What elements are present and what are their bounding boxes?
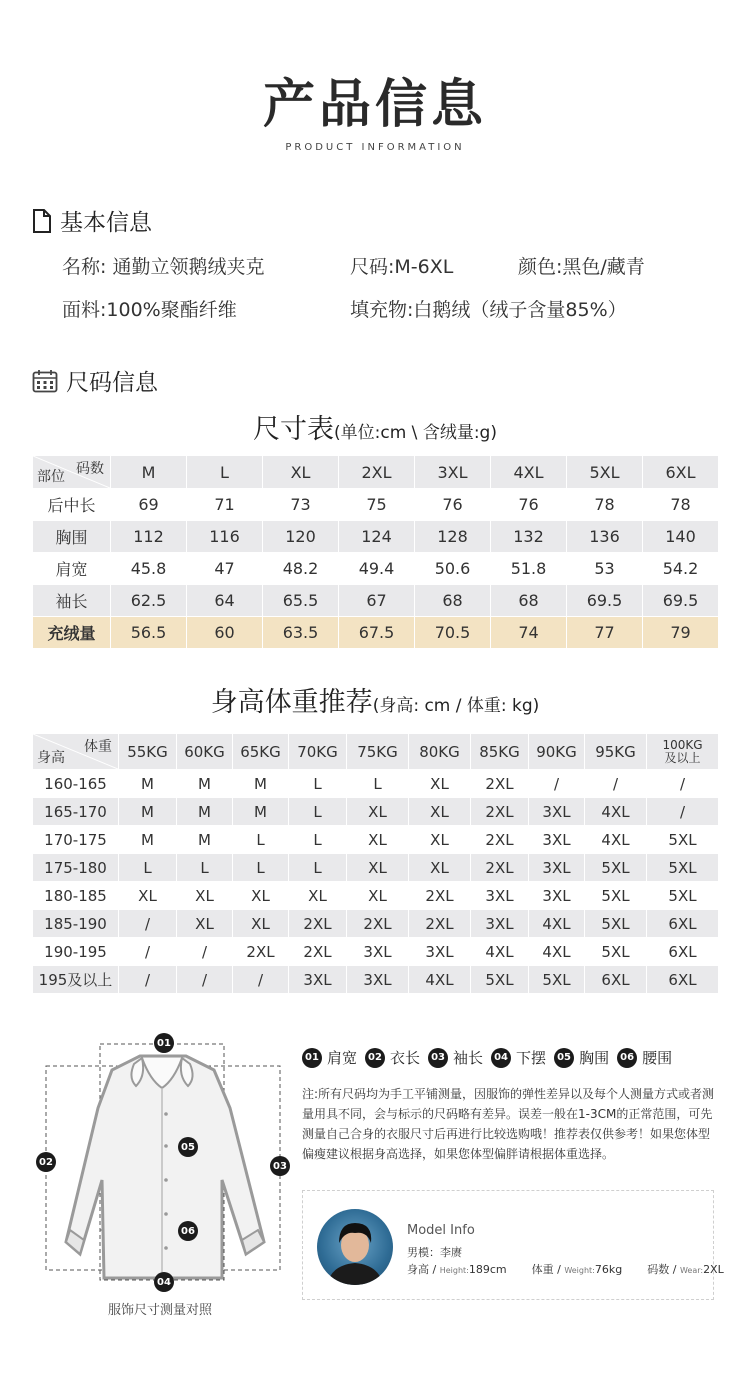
product-color: 颜色:黑色/藏青 bbox=[518, 256, 645, 278]
recommend-table-row bbox=[33, 938, 719, 966]
recommend-corner-top: 体重 bbox=[84, 739, 112, 755]
size-table-cell: 49.4 bbox=[339, 553, 415, 585]
marker-01: 01 bbox=[154, 1033, 174, 1053]
weight-column-header: 75KG bbox=[347, 734, 409, 770]
size-table-cell: 47 bbox=[187, 553, 263, 585]
size-column-header: 6XL bbox=[643, 456, 719, 489]
size-table-row bbox=[33, 521, 719, 553]
legend-number-badge: 02 bbox=[365, 1048, 385, 1068]
size-table-row bbox=[33, 553, 719, 585]
legend-number-badge: 03 bbox=[428, 1048, 448, 1068]
marker-02: 02 bbox=[36, 1152, 56, 1172]
recommend-table-row bbox=[33, 882, 719, 910]
recommend-table-cell: 2XL bbox=[409, 910, 471, 938]
recommend-table-cell: 4XL bbox=[471, 938, 529, 966]
size-range: 尺码:M-6XL bbox=[350, 256, 454, 278]
recommend-table-cell: 2XL bbox=[233, 938, 289, 966]
recommend-table-cell: XL bbox=[177, 882, 233, 910]
size-table-row bbox=[33, 585, 719, 617]
marker-03: 03 bbox=[270, 1156, 290, 1176]
size-table-title-main: 尺寸表 bbox=[253, 414, 335, 445]
model-height-label: 身高 / bbox=[407, 1263, 440, 1276]
recommend-table-corner bbox=[33, 734, 119, 770]
recommend-table-cell: XL bbox=[409, 854, 471, 882]
product-fabric: 面料:100%聚酯纤维 bbox=[62, 299, 237, 321]
size-table-cell: 69 bbox=[111, 489, 187, 521]
size-row-label: 充绒量 bbox=[33, 617, 111, 649]
recommend-table-cell: 6XL bbox=[647, 910, 719, 938]
model-weight-label: 体重 / bbox=[531, 1263, 565, 1276]
recommend-table-cell: L bbox=[289, 826, 347, 854]
weight-column-header: 95KG bbox=[585, 734, 647, 770]
recommend-table-cell: 5XL bbox=[471, 966, 529, 994]
product-filling: 填充物:白鹅绒（绒子含量85%） bbox=[350, 299, 627, 321]
recommend-table-row bbox=[33, 798, 719, 826]
weight-column-header: 85KG bbox=[471, 734, 529, 770]
recommend-table-row bbox=[33, 854, 719, 882]
recommend-table-cell: / bbox=[177, 966, 233, 994]
recommend-table-cell: M bbox=[177, 826, 233, 854]
size-table-corner bbox=[33, 456, 111, 489]
recommend-table-cell: M bbox=[233, 770, 289, 798]
size-table-cell: 71 bbox=[187, 489, 263, 521]
recommend-table-cell: L bbox=[347, 770, 409, 798]
recommend-table-cell: 2XL bbox=[471, 798, 529, 826]
size-row-label: 胸围 bbox=[33, 521, 111, 553]
recommend-table-cell: / bbox=[647, 770, 719, 798]
size-table-cell: 68 bbox=[415, 585, 491, 617]
height-row-label: 180-185 bbox=[33, 882, 119, 910]
size-table-cell: 51.8 bbox=[491, 553, 567, 585]
size-table-cell: 75 bbox=[339, 489, 415, 521]
recommend-corner-bottom: 身高 bbox=[37, 750, 65, 766]
legend-item bbox=[554, 1047, 609, 1068]
recommend-table-row bbox=[33, 826, 719, 854]
legend-item bbox=[428, 1047, 483, 1068]
model-wear-en: Wear: bbox=[679, 1266, 704, 1275]
size-table-cell: 78 bbox=[567, 489, 643, 521]
marker-06: 06 bbox=[178, 1221, 198, 1241]
recommend-table-cell: XL bbox=[177, 910, 233, 938]
legend-item bbox=[365, 1047, 420, 1068]
recommend-table-cell: L bbox=[177, 854, 233, 882]
size-table-cell: 120 bbox=[263, 521, 339, 553]
recommend-table-cell: L bbox=[289, 798, 347, 826]
recommend-table-cell: / bbox=[119, 966, 177, 994]
recommend-table-cell: L bbox=[289, 770, 347, 798]
weight-column-header: 90KG bbox=[529, 734, 585, 770]
legend-number-badge: 04 bbox=[491, 1048, 511, 1068]
recommend-table-cell: 3XL bbox=[347, 938, 409, 966]
size-table-cell: 128 bbox=[415, 521, 491, 553]
basic-info-title: 基本信息 bbox=[60, 210, 152, 236]
recommend-table-cell: 2XL bbox=[471, 826, 529, 854]
size-table-title bbox=[0, 407, 750, 446]
size-table-cell: 63.5 bbox=[263, 617, 339, 649]
size-table-cell: 70.5 bbox=[415, 617, 491, 649]
model-info-title: Model Info bbox=[407, 1223, 475, 1238]
recommend-table-cell: 5XL bbox=[529, 966, 585, 994]
recommend-table-cell: L bbox=[289, 854, 347, 882]
legend-item bbox=[491, 1047, 546, 1068]
size-column-header: L bbox=[187, 456, 263, 489]
legend-label: 袖长 bbox=[453, 1049, 484, 1067]
recommend-table-cell: 6XL bbox=[585, 966, 647, 994]
basic-info-heading bbox=[32, 204, 152, 237]
size-table-unit: (单位:cm \ 含绒量:g) bbox=[334, 423, 497, 443]
recommend-table-cell: / bbox=[177, 938, 233, 966]
size-table-row bbox=[33, 617, 719, 649]
recommend-table-cell: 5XL bbox=[647, 882, 719, 910]
size-table-row bbox=[33, 489, 719, 521]
measure-legend bbox=[302, 1047, 680, 1068]
recommend-table-cell: 2XL bbox=[409, 882, 471, 910]
garment-diagram bbox=[32, 1030, 292, 1295]
size-table-cell: 78 bbox=[643, 489, 719, 521]
recommend-table-cell: 5XL bbox=[585, 910, 647, 938]
recommend-table-cell: XL bbox=[289, 882, 347, 910]
recommend-table-cell: 3XL bbox=[529, 798, 585, 826]
recommend-table-cell: 5XL bbox=[585, 938, 647, 966]
legend-label: 胸围 bbox=[579, 1049, 610, 1067]
recommend-table-cell: XL bbox=[233, 910, 289, 938]
recommend-table-cell: 2XL bbox=[289, 910, 347, 938]
page-title: 产品信息 bbox=[262, 75, 487, 135]
model-height-en: Height: bbox=[439, 1266, 469, 1275]
model-stats bbox=[407, 1261, 724, 1277]
size-column-header: 5XL bbox=[567, 456, 643, 489]
size-table-cell: 116 bbox=[187, 521, 263, 553]
recommend-table-cell: L bbox=[233, 826, 289, 854]
size-table-cell: 48.2 bbox=[263, 553, 339, 585]
model-name: 男模：李赓 bbox=[407, 1246, 462, 1259]
legend-label: 衣长 bbox=[390, 1049, 421, 1067]
recommend-table-cell: 4XL bbox=[529, 910, 585, 938]
size-table bbox=[32, 455, 719, 649]
recommend-table-cell: XL bbox=[347, 798, 409, 826]
model-weight-value: 76kg bbox=[594, 1263, 623, 1276]
size-column-header: 3XL bbox=[415, 456, 491, 489]
recommend-table-row bbox=[33, 910, 719, 938]
marker-05: 05 bbox=[178, 1137, 198, 1157]
size-table-cell: 74 bbox=[491, 617, 567, 649]
height-row-label: 170-175 bbox=[33, 826, 119, 854]
model-height-value: 189cm bbox=[468, 1263, 507, 1276]
weight-column-header: 55KG bbox=[119, 734, 177, 770]
weight-column-header: 65KG bbox=[233, 734, 289, 770]
size-table-cell: 69.5 bbox=[567, 585, 643, 617]
recommend-table-cell: 2XL bbox=[347, 910, 409, 938]
legend-number-badge: 01 bbox=[302, 1048, 322, 1068]
height-row-label: 195及以上 bbox=[33, 966, 119, 994]
recommend-table-cell: / bbox=[647, 798, 719, 826]
height-row-label: 165-170 bbox=[33, 798, 119, 826]
height-row-label: 190-195 bbox=[33, 938, 119, 966]
weight-column-header: 70KG bbox=[289, 734, 347, 770]
recommend-table-cell: / bbox=[233, 966, 289, 994]
size-table-cell: 140 bbox=[643, 521, 719, 553]
size-row-label: 后中长 bbox=[33, 489, 111, 521]
size-table-cell: 64 bbox=[187, 585, 263, 617]
recommend-table-cell: 4XL bbox=[585, 798, 647, 826]
recommend-table-row bbox=[33, 770, 719, 798]
size-table-cell: 60 bbox=[187, 617, 263, 649]
recommend-table-cell: XL bbox=[347, 882, 409, 910]
size-table-cell: 132 bbox=[491, 521, 567, 553]
recommend-table bbox=[32, 733, 719, 994]
size-table-cell: 79 bbox=[643, 617, 719, 649]
size-table-cell: 53 bbox=[567, 553, 643, 585]
marker-04: 04 bbox=[154, 1272, 174, 1292]
height-row-label: 160-165 bbox=[33, 770, 119, 798]
legend-item bbox=[617, 1047, 672, 1068]
size-table-cell: 67.5 bbox=[339, 617, 415, 649]
legend-label: 下摆 bbox=[516, 1049, 547, 1067]
recommend-table-cell: M bbox=[119, 826, 177, 854]
model-info-card bbox=[302, 1190, 724, 1300]
recommend-table-row bbox=[33, 966, 719, 994]
recommend-table-cell: 3XL bbox=[471, 882, 529, 910]
recommend-table-cell: XL bbox=[347, 854, 409, 882]
recommend-table-cell: 2XL bbox=[289, 938, 347, 966]
size-table-cell: 67 bbox=[339, 585, 415, 617]
recommend-table-cell: 4XL bbox=[529, 938, 585, 966]
recommend-table-cell: 6XL bbox=[647, 966, 719, 994]
recommend-table-cell: XL bbox=[347, 826, 409, 854]
size-info-heading bbox=[32, 364, 158, 397]
recommend-table-cell: M bbox=[119, 798, 177, 826]
height-row-label: 175-180 bbox=[33, 854, 119, 882]
recommend-table-cell: / bbox=[585, 770, 647, 798]
recommend-table-cell: M bbox=[177, 770, 233, 798]
recommend-table-header bbox=[33, 734, 719, 770]
recommend-table-cell: XL bbox=[233, 882, 289, 910]
recommend-table-cell: 5XL bbox=[647, 826, 719, 854]
recommend-table-cell: L bbox=[119, 854, 177, 882]
size-row-label: 肩宽 bbox=[33, 553, 111, 585]
size-column-header: XL bbox=[263, 456, 339, 489]
size-table-cell: 76 bbox=[415, 489, 491, 521]
recommend-table-cell: / bbox=[119, 938, 177, 966]
recommend-table-cell: XL bbox=[409, 826, 471, 854]
legend-label: 腰围 bbox=[642, 1049, 673, 1067]
size-table-cell: 73 bbox=[263, 489, 339, 521]
recommend-table-cell: 5XL bbox=[585, 854, 647, 882]
recommend-table-cell: / bbox=[529, 770, 585, 798]
legend-item bbox=[302, 1047, 357, 1068]
size-table-cell: 62.5 bbox=[111, 585, 187, 617]
recommend-table-cell: XL bbox=[119, 882, 177, 910]
size-table-cell: 65.5 bbox=[263, 585, 339, 617]
recommend-table-cell: L bbox=[233, 854, 289, 882]
size-table-cell: 50.6 bbox=[415, 553, 491, 585]
size-table-cell: 112 bbox=[111, 521, 187, 553]
recommend-table-cell: 5XL bbox=[585, 882, 647, 910]
recommend-table-cell: 2XL bbox=[471, 770, 529, 798]
size-row-label: 袖长 bbox=[33, 585, 111, 617]
size-table-cell: 69.5 bbox=[643, 585, 719, 617]
recommend-table-cell: / bbox=[119, 910, 177, 938]
recommend-table-cell: 5XL bbox=[647, 854, 719, 882]
model-avatar bbox=[317, 1209, 393, 1285]
recommend-table-title-main: 身高体重推荐 bbox=[210, 687, 373, 718]
recommend-table-cell: M bbox=[177, 798, 233, 826]
recommend-table-cell: XL bbox=[409, 798, 471, 826]
recommend-table-cell: 3XL bbox=[347, 966, 409, 994]
recommend-table-cell: 2XL bbox=[471, 854, 529, 882]
recommend-table-cell: XL bbox=[409, 770, 471, 798]
size-column-header: 4XL bbox=[491, 456, 567, 489]
recommend-table-unit: (身高: cm / 体重: kg) bbox=[372, 696, 540, 716]
weight-column-header: 80KG bbox=[409, 734, 471, 770]
document-icon bbox=[32, 209, 52, 233]
size-table-cell: 124 bbox=[339, 521, 415, 553]
recommend-table-cell: 4XL bbox=[585, 826, 647, 854]
size-table-cell: 77 bbox=[567, 617, 643, 649]
model-wear-label: 码数 / bbox=[647, 1263, 680, 1276]
size-info-title: 尺码信息 bbox=[66, 370, 158, 396]
legend-number-badge: 06 bbox=[617, 1048, 637, 1068]
size-table-header bbox=[33, 456, 719, 489]
size-table-cell: 45.8 bbox=[111, 553, 187, 585]
recommend-table-cell: 3XL bbox=[529, 826, 585, 854]
legend-number-badge: 05 bbox=[554, 1048, 574, 1068]
recommend-table-cell: M bbox=[119, 770, 177, 798]
size-column-header: M bbox=[111, 456, 187, 489]
size-table-cell: 76 bbox=[491, 489, 567, 521]
recommend-table-cell: 3XL bbox=[529, 882, 585, 910]
size-table-cell: 56.5 bbox=[111, 617, 187, 649]
model-weight-en: Weight: bbox=[564, 1266, 595, 1275]
size-column-header: 2XL bbox=[339, 456, 415, 489]
recommend-table-cell: 4XL bbox=[409, 966, 471, 994]
size-corner-top: 码数 bbox=[76, 461, 104, 477]
size-table-cell: 54.2 bbox=[643, 553, 719, 585]
recommend-table-cell: 3XL bbox=[409, 938, 471, 966]
size-corner-bottom: 部位 bbox=[37, 469, 65, 485]
size-table-cell: 68 bbox=[491, 585, 567, 617]
calendar-icon bbox=[32, 369, 58, 393]
measure-note: 注:所有尺码均为手工平铺测量，因服饰的弹性差异以及每个人测量方式或者测量用具不同，会与标示的尺码略有差异。误差一般在1-3CM的正常范围，可先测量自己合身的衣服尺寸后再进行比较选购哦！推荐表仅供参考！如果您体型偏瘦建议根据身高选择，如果您体型偏胖请根据体重选择。 bbox=[302, 1087, 715, 1161]
height-row-label: 185-190 bbox=[33, 910, 119, 938]
size-table-cell: 136 bbox=[567, 521, 643, 553]
recommend-table-title bbox=[0, 680, 750, 719]
weight-column-header: 100KG 及以上 bbox=[647, 734, 719, 770]
recommend-table-cell: M bbox=[233, 798, 289, 826]
page-subtitle: PRODUCT INFORMATION bbox=[285, 142, 465, 153]
legend-label: 肩宽 bbox=[327, 1049, 358, 1067]
product-name: 名称: 通勤立领鹅绒夹克 bbox=[62, 256, 265, 278]
model-wear-value: 2XL bbox=[703, 1263, 724, 1276]
weight-column-header: 60KG bbox=[177, 734, 233, 770]
recommend-table-cell: 6XL bbox=[647, 938, 719, 966]
recommend-table-cell: 3XL bbox=[289, 966, 347, 994]
recommend-table-cell: 3XL bbox=[529, 854, 585, 882]
recommend-table-cell: 3XL bbox=[471, 910, 529, 938]
garment-caption: 服饰尺寸测量对照 bbox=[108, 1303, 213, 1318]
